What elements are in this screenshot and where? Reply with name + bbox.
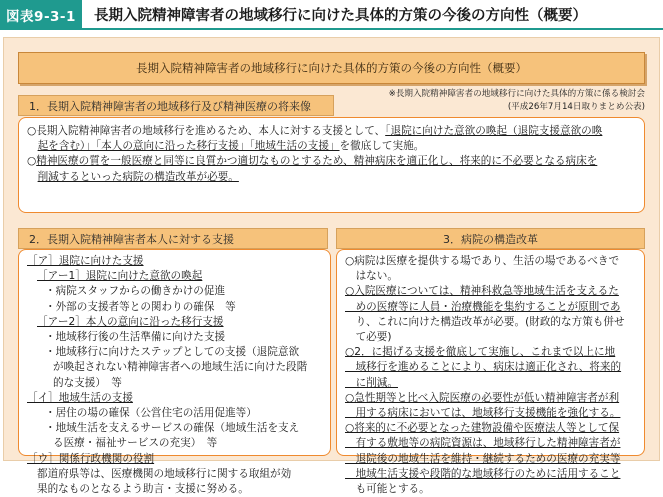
section2-a2-item2-line3: 的な支援） 等 [53,376,122,389]
section3-line: 有する敷地等の病院資源は、地域移行した精神障害者が [345,437,621,450]
figure-header [0,0,663,30]
section2-i-item2-line1: ・地域生活を支えるサービスの確保（地域生活を支え [45,422,300,435]
section2-i-title: ［イ］地域生活の支援 [27,391,133,404]
section3-line: はない。 [345,270,398,283]
section2-box [18,249,331,496]
section2-a1-item: ・病院スタッフからの働きかけの促進 [45,285,226,298]
section2-u-title: ［ウ］関係行政機関の役割 [27,452,155,465]
section1-p1-d: を徹底して実施。 [339,140,425,153]
section1-p2-c: 削減するといった病院の構造改革が必要。 [37,170,239,183]
section3-line: ○入院医療については、精神科救急等地域生活を支えるた [345,285,619,298]
section1-heading: 1．長期入院精神障害者の地域移行及び精神医療の将来像 [18,95,334,116]
section2-u-line2: 果的なものとなるよう助言・支援に努める。 [37,483,249,496]
section3-line: ○将来的に不必要となった建物設備や医療法人等として保 [345,422,620,435]
section3-line: ○急性期等と比べ入院医療の必要性が低い精神障害者が利 [345,391,620,404]
section2-a2-item2-line1: ・地域移行に向けたステップとしての支援（退院意欲 [45,346,300,359]
section2-i-item2-line2: る医療・福祉サービスの充実） 等 [53,437,218,450]
section1-box [18,117,645,213]
main-banner: 長期入院精神障害者の地域移行に向けた具体的方策の今後の方向性（概要） [18,52,645,84]
section3-line: ○病院は医療を提供する場であり、生活の場であるべきで [345,255,620,267]
section2-u-line1: 都道府県等は、医療機関の地域移行に関する取組が効 [37,467,292,480]
section1-p1-c: 起を含む）」「本人の意向に沿った移行支援」「地域生活の支援」 [37,140,340,153]
source-note [389,88,645,114]
section1-p2-a: ○ [27,155,37,168]
section1-p1-a: ○長期入院精神障害者の地域移行を進めるため、本人に対する支援として、 [27,125,386,137]
section2-a-title: ［ア］退院に向けた支援 [27,255,144,267]
section3-line: て必要) [345,331,392,344]
section3-line: も可能とする。 [345,483,430,496]
source-note-line1: ※長期入院精神障害者の地域移行に向けた具体的方策に係る検討会 [388,89,645,99]
section3-line: 退院後の地域生活を維持・継続するための医療の充実等 [345,452,621,465]
section3-heading: 3．病院の構造改革 [336,228,645,249]
section2-i-item1: ・居住の場の確保（公営住宅の活用促進等） [45,407,257,420]
section2-a1-item: ・外部の支援者等との関わりの確保 等 [45,300,236,313]
figure-label: 図表9-3-1 [0,0,82,30]
figure-title: 長期入院精神障害者の地域移行に向けた具体的方策の今後の方向性（概要） [82,0,663,30]
section1-p2-b: 精神医療の質を一般医療と同等に良質かつ適切なものとするため、精神病床を適正化し、将来的に不必要となる病床を [36,155,598,168]
section2-a2-title: ［アー2］本人の意向に沿った移行支援 [37,315,224,328]
section3-line: めの医療等に人員・治療機能を集約することが原則であ [345,300,621,313]
section3-line: 域移行を進めることにより、病床は適正化され、将来的 [345,361,622,374]
section3-line: 地域生活支援や段階的な地域移行のために活用すること [345,467,621,480]
section3-line: ○2．に掲げる支援を徹底して実施し、これまで以上に地 [345,346,616,359]
section3-line: に削減。 [345,376,398,389]
section2-a2-item2-line2: が喚起されない精神障害者への地域生活に向けた段階 [53,361,308,374]
section2-heading: 2．長期入院精神障害者本人に対する支援 [18,228,328,249]
section1-paragraph1 [27,124,636,154]
content-panel [3,37,660,496]
section2-a2-item1: ・地域移行後の生活準備に向けた支援 [45,331,226,344]
source-note-line2: (平成26年7月14日取りまとめ公表) [507,102,645,112]
section1-p1-b: 「退院に向けた意欲の喚起（退院支援意欲の喚 [385,125,603,137]
section3-line: 用する病床においては、地域移行支援機能を強化する。 [345,407,621,420]
section3-line: り、これに向けた構造改革が必要。(財政的な方策も併せ [345,315,625,328]
section3-box [336,249,645,496]
section2-a1-title: ［アー1］退院に向けた意欲の喚起 [37,270,203,283]
section1-paragraph2 [27,154,636,184]
